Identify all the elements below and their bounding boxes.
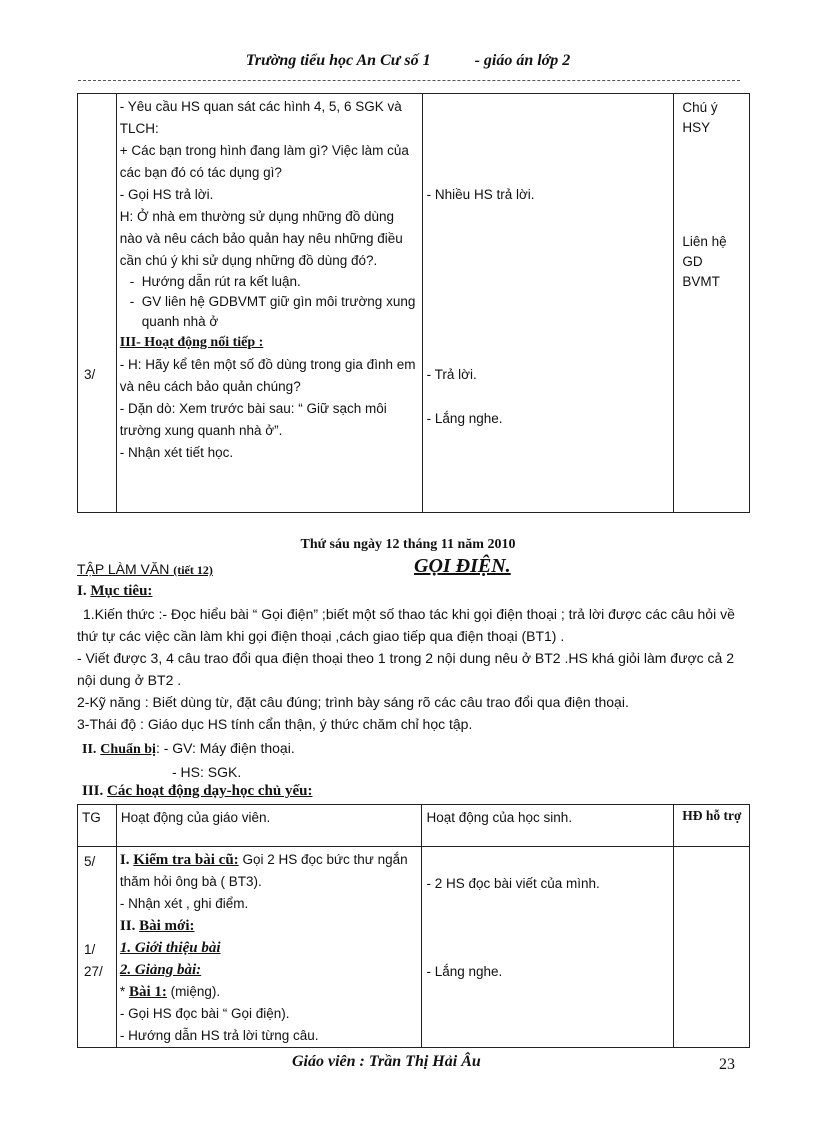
prep-num: II. <box>82 742 97 757</box>
objective-knowledge: 1.Kiến thức :- Đọc hiểu bài “ Gọi điện” ;biết một số thao tác khi gọi điện thoại ; trả lời được các câu hỏi về thứ tự các việc cần làm khi gọi điện thoại ,cách giao tiếp qua điện thoại (BT1) . <box>77 606 735 644</box>
teacher-line: - Nhận xét , ghi điểm. <box>119 896 249 911</box>
objective-writing: - Viết được 3, 4 câu trao đổi qua điện thoại theo 1 trong 2 nội dung nêu ở BT2 .HS khá giỏi làm được cả 2 nội dung ở BT2 . <box>77 650 734 688</box>
student-line: - 2 HS đọc bài viết của mình. <box>426 876 600 891</box>
prep-heading: Chuẩn bị <box>100 742 156 757</box>
heading-num: III. <box>82 783 104 799</box>
teacher-line: + Các bạn trong hình đang làm gì? Việc làm của các bạn đó có tác dụng gì? <box>119 143 409 180</box>
page-header <box>0 52 816 70</box>
header-student: Hoạt động của học sinh. <box>426 810 573 825</box>
teacher-line: - Nhận xét tiết học. <box>119 445 234 460</box>
activities-table <box>77 804 750 1048</box>
heading-text: Mục tiêu: <box>90 583 153 599</box>
lesson-number: (tiết 12) <box>173 563 213 577</box>
bullet-star: * <box>119 984 129 999</box>
bullet-text: Hướng dẫn rút ra kết luận. <box>141 274 301 289</box>
prep-hs: - HS: SGK. <box>172 764 242 780</box>
teacher-bullet: - Hướng dẫn rút ra kết luận. <box>129 274 301 289</box>
prep-gv: : - GV: Máy điện thoại. <box>155 740 295 756</box>
student-line: - Nhiều HS trả lời. <box>426 187 535 202</box>
student-line: - Trả lời. <box>426 367 477 382</box>
time-value: 3/ <box>84 367 96 382</box>
time-value: 27/ <box>84 964 103 979</box>
support-note: Chú ý HSY <box>682 100 718 135</box>
footer-teacher: Giáo viên : Trần Thị Hải Âu <box>292 1053 481 1070</box>
continued-lesson-table <box>77 93 750 513</box>
objectives-body <box>77 603 739 735</box>
time-value: 1/ <box>84 942 96 957</box>
exercise-mode: (miệng). <box>166 984 221 999</box>
header-divider <box>78 80 740 81</box>
objective-skill: 2-Kỹ năng : Biết dùng từ, đặt câu đúng; trình bày sáng rõ các câu trao đổi qua điện thoại. <box>77 694 629 710</box>
bm-num: II. <box>119 918 136 934</box>
teacher-line: - Gọi HS đọc bài “ Gọi điện). <box>119 1006 290 1021</box>
kt-heading: Kiểm tra bài cũ: <box>133 852 239 868</box>
teacher-line: - Gọi HS trả lời. <box>119 187 214 202</box>
header-support: HĐ hỗ trợ <box>682 808 742 823</box>
subject-name: TẬP LÀM VĂN <box>77 561 170 577</box>
bm-heading: Bài mới: <box>139 918 195 934</box>
header-tg: TG <box>82 810 101 825</box>
prep-line-gv <box>82 737 295 761</box>
new-lesson <box>120 915 416 937</box>
teacher-line: - H: Hãy kể tên một số đồ dùng trong gia đình em và nêu cách bảo quản chúng? <box>119 357 416 394</box>
heading-text: Các hoạt động dạy-học chủ yếu: <box>107 783 313 799</box>
teacher-line: H: Ở nhà em thường sử dụng những đồ dùng nào và nêu cách bảo quản hay nêu những điều cần chú ý khi sử dụng những đồ dùng đó?. <box>119 209 403 268</box>
kt-num: I. <box>119 852 130 868</box>
preparation <box>82 737 295 783</box>
check-old-lesson <box>120 849 416 893</box>
header-cell <box>674 805 750 847</box>
objectives-heading <box>77 583 152 600</box>
teacher-activity-cell <box>116 847 422 1048</box>
student-line: - Lắng nghe. <box>426 411 503 426</box>
heading-num: I. <box>77 583 87 599</box>
objective-attitude: 3-Thái độ : Giáo dục HS tính cẩn thận, ý thức chăm chỉ học tập. <box>77 716 473 732</box>
header-cell <box>78 805 117 847</box>
bullet-text: GV liên hệ GDBVMT giữ gìn môi trường xung quanh nhà ở <box>141 294 416 329</box>
teacher-line: - Dặn dò: Xem trước bài sau: “ Giữ sạch môi trường xung quanh nhà ở”. <box>119 401 387 438</box>
kt-text: Gọi 2 HS đọc bức thư ngắn thăm hỏi ông bà ( BT3). <box>119 852 408 889</box>
time-column <box>78 94 117 513</box>
student-activity-cell <box>422 94 674 513</box>
school-name: Trường tiểu học An Cư số 1 <box>245 52 431 69</box>
student-activity-cell <box>422 847 674 1048</box>
student-line: - Lắng nghe. <box>426 964 503 979</box>
teacher-bullet: - GV liên hệ GDBVMT giữ gìn môi trường xung quanh nhà ở <box>129 294 416 329</box>
intro-heading: 1. Giới thiệu bài <box>119 940 221 956</box>
exercise-1 <box>120 981 416 1003</box>
header-teacher: Hoạt động của giáo viên. <box>120 810 271 825</box>
lesson-title: GỌI ĐIỆN. <box>414 555 511 577</box>
teacher-line: - Yêu cầu HS quan sát các hình 4, 5, 6 SGK và TLCH: <box>119 99 402 136</box>
teach-heading: 2. Giảng bài: <box>119 962 202 978</box>
teacher-activity-cell <box>116 94 422 513</box>
date-line: Thứ sáu ngày 12 tháng 11 năm 2010 <box>300 537 516 552</box>
subject-label <box>77 561 213 578</box>
teacher-line: - Hướng dẫn HS trả lời từng câu. <box>119 1028 319 1043</box>
grade-label: - giáo án lớp 2 <box>474 52 571 69</box>
time-value: 5/ <box>84 854 96 869</box>
page-number: 23 <box>719 1056 735 1073</box>
header-cell <box>116 805 422 847</box>
support-cell <box>674 94 750 513</box>
section-3-heading: III- Hoạt động nối tiếp : <box>119 335 264 350</box>
time-column <box>78 847 117 1048</box>
exercise-label: Bài 1: <box>128 984 167 1000</box>
support-note: Liên hệ GD BVMT <box>682 234 727 289</box>
header-cell <box>422 805 674 847</box>
support-cell <box>674 847 750 1048</box>
activities-heading <box>82 783 312 800</box>
